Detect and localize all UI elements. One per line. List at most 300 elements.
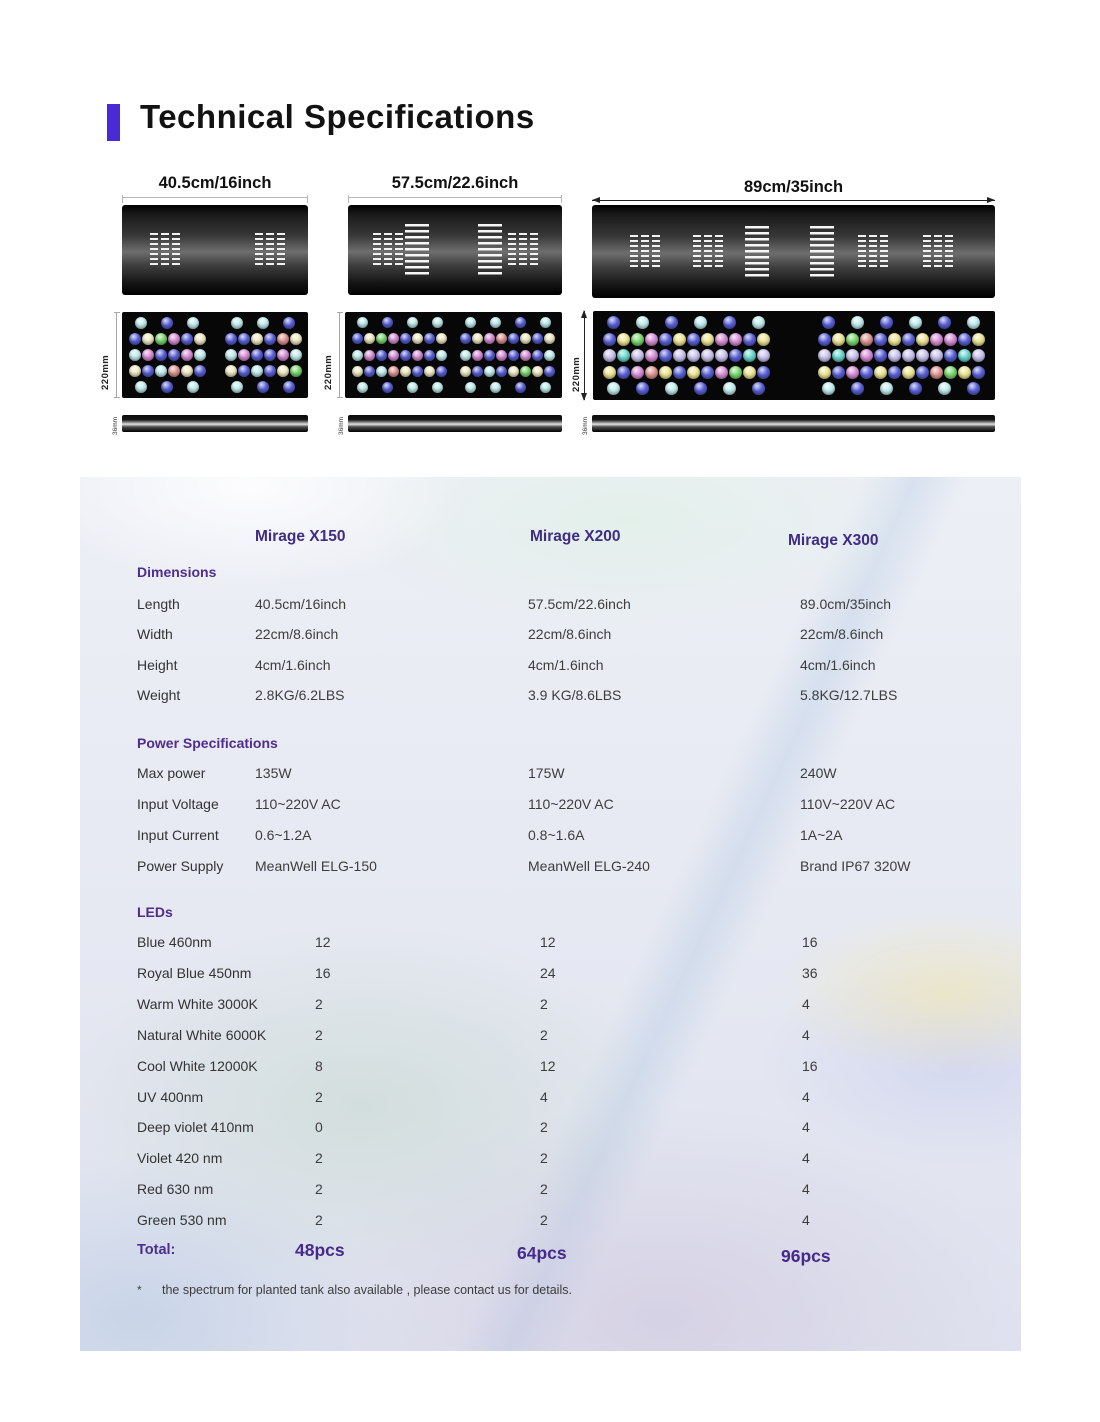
vent-grille-column [869,235,877,269]
led-dot [460,333,471,344]
led-dot [225,349,237,361]
led-dot [659,349,672,362]
led-row [600,349,772,362]
vent-slot [810,226,834,278]
led-dot [938,316,951,329]
led-dot [729,366,742,379]
led-dot [436,366,447,377]
led-dot [283,317,295,329]
row-value: 135W [255,765,292,781]
led-dot [352,333,363,344]
led-dot [846,349,859,362]
led-row [350,333,449,344]
row-value: 89.0cm/35inch [800,596,892,612]
led-dot [846,333,859,346]
vent-grille-column [630,235,638,269]
vent-grille [858,235,888,269]
led-dot [376,350,387,361]
led-dot [659,333,672,346]
led-dot [283,381,295,393]
panel-height-label: 220mm [323,354,334,390]
section-header: Power Specifications [137,735,278,751]
vent-grille-column [150,233,158,267]
led-count: 12 [540,934,556,950]
led-dot [352,366,363,377]
led-dot [743,366,756,379]
fixture-side-view [122,415,308,432]
led-dot [874,333,887,346]
row-value: 5.8KG/12.7LBS [800,687,898,703]
led-row [600,366,772,379]
led-row [815,333,987,346]
led-dot [194,365,206,377]
led-dot [888,349,901,362]
led-dot [257,381,269,393]
led-dot [412,333,423,344]
led-dot [251,349,263,361]
led-cluster [350,317,449,393]
led-count: 4 [802,1089,810,1105]
led-row [458,333,557,344]
led-dot [277,349,289,361]
led-dot [257,317,269,329]
led-dot [874,366,887,379]
led-dot [607,316,620,329]
led-dot [515,317,526,328]
panel-height-label: 220mm [571,356,582,392]
led-dot [251,333,263,345]
led-dot [544,350,555,361]
led-dot [631,366,644,379]
vent-grille-column [255,233,263,267]
led-dot [701,349,714,362]
row-value: 175W [528,765,565,781]
led-dot [424,366,435,377]
row-label: Royal Blue 450nm [137,965,252,981]
led-dot [231,381,243,393]
led-dot [161,381,173,393]
led-dot [412,350,423,361]
fixture-length-label: 40.5cm/16inch [158,174,272,192]
led-dot [181,365,193,377]
led-dot [155,349,167,361]
vent-grille-column [266,233,274,267]
led-dot [902,366,915,379]
led-array-panel [122,312,308,398]
led-row [815,382,987,395]
led-dot [958,349,971,362]
led-dot [880,382,893,395]
led-dot [142,333,154,345]
row-value: 3.9 KG/8.6LBS [528,687,622,703]
led-dot [532,366,543,377]
led-dot [142,349,154,361]
footnote-text: the spectrum for planted tank also available , please contact us for details. [162,1283,572,1297]
led-dot [155,365,167,377]
led-row [224,365,302,377]
led-dot [472,366,483,377]
led-dot [851,316,864,329]
row-value: 110~220V AC [255,796,341,812]
led-count: 2 [315,1212,323,1228]
side-thickness-label: 36mm [338,416,345,435]
led-count: 2 [315,1150,323,1166]
led-dot [520,366,531,377]
led-row [350,350,449,361]
led-dot [436,333,447,344]
led-dot [432,317,443,328]
row-value: 0.6~1.2A [255,827,312,843]
led-dot [376,366,387,377]
led-dot [832,333,845,346]
led-dot [832,366,845,379]
led-dot [544,333,555,344]
length-dimension-line [348,197,562,198]
led-dot [181,333,193,345]
led-count: 16 [802,1058,818,1074]
led-row [600,316,772,329]
led-dot [364,350,375,361]
led-dot [400,366,411,377]
vent-slot [478,224,502,276]
row-label: Green 530 nm [137,1212,227,1228]
led-dot [168,349,180,361]
row-value: 40.5cm/16inch [255,596,347,612]
led-row [128,333,206,345]
led-count: 2 [315,1181,323,1197]
vent-grille-column [373,233,381,267]
section-header: Dimensions [137,564,217,580]
led-dot [752,316,765,329]
led-dot [631,349,644,362]
led-dot [400,333,411,344]
led-dot [938,382,951,395]
led-dot [673,349,686,362]
led-dot [465,382,476,393]
led-dot [846,366,859,379]
led-dot [472,350,483,361]
led-dot [636,316,649,329]
led-dot [603,349,616,362]
vent-grille [923,235,953,269]
led-row [224,317,302,329]
led-dot [540,317,551,328]
led-dot [902,333,915,346]
led-dot [194,349,206,361]
led-dot [231,317,243,329]
row-value: 22cm/8.6inch [255,626,339,642]
led-row [815,316,987,329]
led-dot [860,333,873,346]
led-dot [636,382,649,395]
led-dot [694,382,707,395]
row-label: Width [137,626,173,642]
led-count: 36 [802,965,818,981]
row-label: Red 630 nm [137,1181,214,1197]
row-value: Brand IP67 320W [800,858,911,874]
title-accent-bar [107,104,120,141]
led-dot [161,317,173,329]
led-dot [729,349,742,362]
led-row [128,381,206,393]
led-dot [916,366,929,379]
led-dot [382,317,393,328]
led-dot [874,349,887,362]
led-dot [659,366,672,379]
row-label: UV 400nm [137,1089,204,1105]
led-dot [687,349,700,362]
row-label: Height [137,657,178,673]
led-dot [860,366,873,379]
row-value: 0.8~1.6A [528,827,585,843]
led-dot [822,382,835,395]
vent-grille [150,233,180,267]
led-dot [484,366,495,377]
row-value: 22cm/8.6inch [800,626,884,642]
led-row [350,317,449,328]
row-value: 110V~220V AC [800,796,896,812]
led-row [224,381,302,393]
led-dot [135,317,147,329]
led-dot [743,349,756,362]
led-dot [460,366,471,377]
led-dot [187,317,199,329]
led-dot [818,366,831,379]
vent-grille-column [652,235,660,269]
led-dot [194,333,206,345]
led-count: 4 [802,996,810,1012]
led-dot [687,366,700,379]
led-row [815,366,987,379]
row-label: Deep violet 410nm [137,1119,254,1135]
led-count: 16 [315,965,331,981]
led-cluster [128,317,206,393]
led-dot [484,350,495,361]
led-dot [388,366,399,377]
led-dot [818,349,831,362]
page-title: Technical Specifications [140,98,535,135]
led-dot [645,366,658,379]
led-dot [673,333,686,346]
led-dot [238,365,250,377]
side-thickness-label: 36mm [112,416,119,435]
led-dot [972,333,985,346]
row-label: Length [137,596,180,612]
led-dot [490,317,501,328]
led-dot [465,317,476,328]
led-dot [603,366,616,379]
led-dot [888,366,901,379]
led-dot [129,349,141,361]
led-row [458,350,557,361]
led-dot [277,333,289,345]
led-dot [352,350,363,361]
led-dot [540,382,551,393]
led-dot [715,349,728,362]
led-dot [665,382,678,395]
led-dot [238,349,250,361]
led-dot [694,316,707,329]
led-dot [424,350,435,361]
led-dot [603,333,616,346]
led-dot [412,366,423,377]
led-dot [290,349,302,361]
led-dot [508,333,519,344]
vent-grille-column [934,235,942,269]
height-dimension-line [116,312,117,398]
total-count: 96pcs [781,1246,831,1266]
vent-grille-column [277,233,285,267]
led-dot [129,333,141,345]
row-label: Warm White 3000K [137,996,258,1012]
row-label: Cool White 12000K [137,1058,258,1074]
led-dot [822,316,835,329]
led-dot [264,349,276,361]
led-dot [135,381,147,393]
led-dot [277,365,289,377]
led-dot [424,333,435,344]
led-dot [880,316,893,329]
led-dot [532,333,543,344]
vent-grille-column [923,235,931,269]
vent-grille-column [715,235,723,269]
led-row [600,382,772,395]
led-dot [832,349,845,362]
led-dot [496,350,507,361]
led-dot [225,333,237,345]
led-dot [364,333,375,344]
led-cluster [224,317,302,393]
led-dot [181,349,193,361]
led-dot [916,349,929,362]
led-row [600,333,772,346]
side-thickness-label: 36mm [582,416,589,435]
led-dot [376,333,387,344]
led-dot [930,349,943,362]
led-dot [357,317,368,328]
led-count: 24 [540,965,556,981]
vent-grille-column [641,235,649,269]
led-dot [382,382,393,393]
led-dot [496,366,507,377]
row-value: MeanWell ELG-240 [528,858,650,874]
led-row [350,366,449,377]
led-count: 4 [802,1150,810,1166]
vent-grille-column [945,235,953,269]
led-dot [757,366,770,379]
led-dot [508,366,519,377]
led-dot [168,333,180,345]
fixture-side-view [592,415,995,432]
led-dot [958,366,971,379]
led-array-panel [345,312,562,398]
led-dot [264,365,276,377]
led-dot [520,350,531,361]
led-row [350,382,449,393]
row-value: MeanWell ELG-150 [255,858,377,874]
led-dot [909,382,922,395]
led-dot [916,333,929,346]
led-dot [407,382,418,393]
led-dot [388,350,399,361]
led-dot [967,316,980,329]
row-label: Natural White 6000K [137,1027,267,1043]
row-value: 2.8KG/6.2LBS [255,687,345,703]
led-count: 2 [540,996,548,1012]
led-count: 12 [540,1058,556,1074]
vent-grille [255,233,285,267]
row-value: 4cm/1.6inch [528,657,604,673]
led-dot [432,382,443,393]
led-row [128,317,206,329]
led-dot [930,366,943,379]
led-count: 2 [315,996,323,1012]
led-dot [944,349,957,362]
vent-grille-column [704,235,712,269]
led-dot [930,333,943,346]
led-dot [290,365,302,377]
height-dimension-line [339,312,340,398]
led-count: 2 [315,1089,323,1105]
row-value: 57.5cm/22.6inch [528,596,631,612]
vent-grille-column [384,233,392,267]
led-row [458,317,557,328]
led-count: 16 [802,934,818,950]
vent-grille-column [172,233,180,267]
led-dot [909,316,922,329]
row-value: 4cm/1.6inch [800,657,876,673]
led-count: 2 [540,1181,548,1197]
led-dot [958,333,971,346]
total-count: 64pcs [517,1243,567,1263]
length-dimension-line [122,197,308,198]
row-label: Max power [137,765,206,781]
led-dot [515,382,526,393]
led-dot [888,333,901,346]
spec-table-panel [80,477,1021,1351]
led-dot [673,366,686,379]
led-dot [508,350,519,361]
vent-grille [373,233,403,267]
vent-grille-column [693,235,701,269]
vent-slot [745,226,769,278]
led-dot [902,349,915,362]
led-dot [665,316,678,329]
led-dot [436,350,447,361]
panel-height-label: 220mm [100,354,111,390]
led-row [128,365,206,377]
length-dimension-line [592,200,995,201]
led-dot [972,366,985,379]
led-row [815,349,987,362]
footnote-asterisk: * [137,1283,142,1297]
led-dot [607,382,620,395]
led-count: 4 [802,1027,810,1043]
led-count: 2 [540,1119,548,1135]
led-dot [472,333,483,344]
led-dot [496,333,507,344]
led-dot [944,333,957,346]
led-cluster [815,316,987,395]
product-name: Mirage X300 [788,532,879,549]
vent-grille-column [880,235,888,269]
row-label: Weight [137,687,181,703]
vent-grille [508,233,538,267]
led-dot [818,333,831,346]
led-dot [388,333,399,344]
led-dot [645,349,658,362]
fixture-length-label: 57.5cm/22.6inch [391,174,519,192]
